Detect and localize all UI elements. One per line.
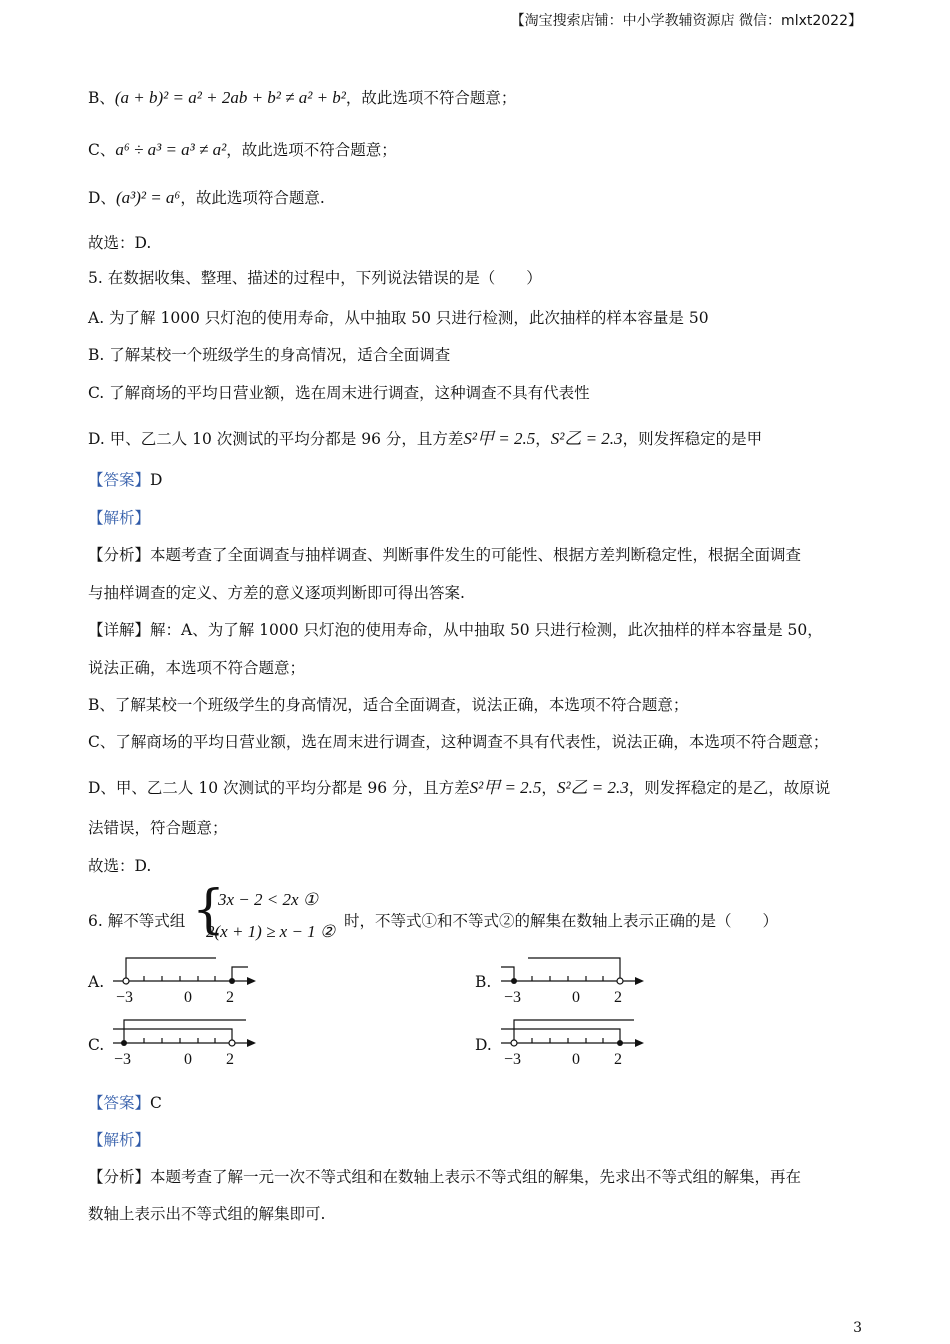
page-number: 3 [853,1320,862,1336]
q5-option-d: D. 甲、乙二人 10 次测试的平均分都是 96 分，且方差S²甲 = 2.5，S²乙 = 2.3，则发挥稳定的是甲 [88,429,763,448]
q6-prefix: 6. 解不等式组 [88,912,186,930]
page-header: 【淘宝搜索店铺：中小学教辅资源店 微信：mlxt2022】 [510,13,862,29]
q5-option-a: A. 为了解 1000 只灯泡的使用寿命，从中抽取 50 只进行检测，此次抽样的样本容量是 50 [88,309,709,327]
svg-text:−3: −3 [504,1051,522,1068]
q6-answer: 【答案】C [88,1094,162,1112]
q6-option-b-label: B. [475,973,492,991]
q5-detail-d-2: 法错误，符合题意； [88,819,228,837]
q6-option-b-numberline [496,952,656,1007]
q6-option-c-numberline [108,1014,268,1069]
svg-text:0: 0 [572,1051,580,1068]
q5-answer: 【答案】D [88,471,163,489]
svg-text:2: 2 [226,989,234,1006]
q4-c-formula: a⁶ ÷ a³ = a³ ≠ a² [115,140,227,159]
q6-option-c-label: C. [88,1036,105,1054]
q5-detail-d: D、甲、乙二人 10 次测试的平均分都是 96 分，且方差S²甲 = 2.5，S²乙 = 2.3，则发挥稳定的是乙，故原说 [88,778,831,797]
q5-question: 5. 在数据收集、整理、描述的过程中，下列说法错误的是（ ） [88,269,542,287]
q5-conclusion: 故选：D. [88,857,152,875]
q4-b-formula: (a + b)² = a² + 2ab + b² ≠ a² + b² [114,88,346,107]
q5-fenxi-2: 与抽样调查的定义、方差的意义逐项判断即可得出答案. [88,584,465,602]
svg-text:2: 2 [614,1051,622,1068]
q6-ineq-2: 2(x + 1) ≥ x − 1 ② [206,922,336,941]
svg-text:−3: −3 [116,989,134,1006]
q4-option-b: B、(a + b)² = a² + 2ab + b² ≠ a² + b²，故此选项不符合题意； [88,88,517,107]
q6-fenxi-2: 数轴上表示出不等式组的解集即可. [88,1205,326,1223]
q6-option-a-numberline [108,952,268,1007]
q6-option-d-label: D. [475,1036,492,1054]
q5-detail-2: 说法正确，本选项不符合题意； [88,659,306,677]
svg-text:2: 2 [614,989,622,1006]
q4-d-formula: (a³)² = a⁶ [115,188,181,207]
q5-option-c: C. 了解商场的平均日营业额，选在周末进行调查，这种调查不具有代表性 [88,384,590,402]
q4-option-c: C、a⁶ ÷ a³ = a³ ≠ a²，故此选项不符合题意； [88,140,397,159]
q5-analysis-tag: 【解析】 [88,509,151,527]
svg-text:−3: −3 [504,989,522,1006]
q6-ineq-1: 3x − 2 < 2x ① [218,890,319,909]
q5-option-b: B. 了解某校一个班级学生的身高情况，适合全面调查 [88,346,451,364]
svg-text:−3: −3 [114,1051,132,1068]
q5-detail-1: 【详解】解：A、为了解 1000 只灯泡的使用寿命，从中抽取 50 只进行检测，此次抽样的样本容量是 50， [88,621,823,639]
q6-brace: { [192,880,226,940]
svg-text:0: 0 [184,989,192,1006]
svg-text:0: 0 [184,1051,192,1068]
q6-option-a-label: A. [88,973,105,991]
q4-option-d: D、(a³)² = a⁶，故此选项符合题意. [88,188,325,207]
svg-text:0: 0 [572,989,580,1006]
svg-text:2: 2 [226,1051,234,1068]
q6-suffix: 时，不等式①和不等式②的解集在数轴上表示正确的是（ ） [344,912,779,930]
q6-option-d-numberline [496,1014,656,1069]
q5-detail-c: C、了解商场的平均日营业额，选在周末进行调查，这种调查不具有代表性，说法正确，本选项不符合题意； [88,733,829,751]
q5-detail-b: B、了解某校一个班级学生的身高情况，适合全面调查，说法正确，本选项不符合题意； [88,696,689,714]
q6-analysis-tag: 【解析】 [88,1131,151,1149]
q6-fenxi-1: 【分析】本题考查了解一元一次不等式组和在数轴上表示不等式组的解集，先求出不等式组的解集，再在 [88,1168,802,1186]
q4-conclusion: 故选：D. [88,234,152,252]
q5-fenxi-1: 【分析】本题考查了全面调查与抽样调查、判断事件发生的可能性、根据方差判断稳定性，根据全面调查 [88,546,802,564]
